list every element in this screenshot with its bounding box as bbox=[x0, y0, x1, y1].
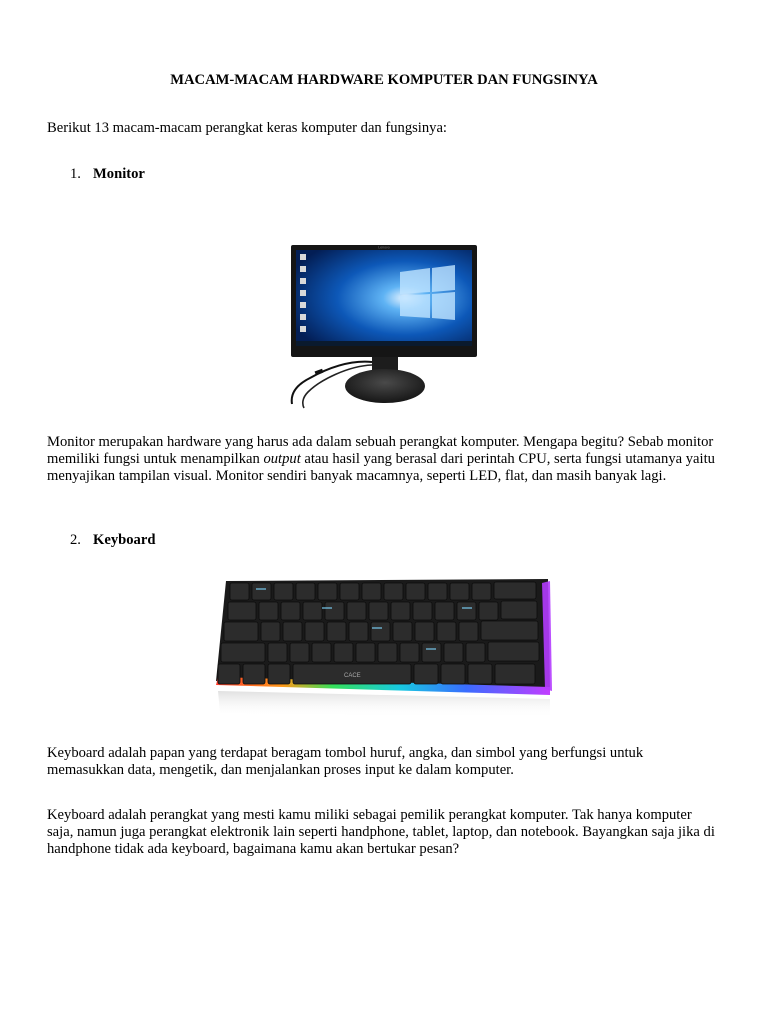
intro-text: Berikut 13 macam-macam perangkat keras komputer dan fungsinya: bbox=[47, 120, 447, 136]
monitor-text-a: Monitor merupakan hardware yang harus ada dalam sebuah perangkat komputer. Mengapa begitu? Sebab monitor memiliki fungsi untuk menampilkan bbox=[47, 434, 714, 467]
monitor-description bbox=[47, 434, 717, 485]
monitor-image bbox=[280, 210, 490, 410]
list-number: 1. bbox=[70, 166, 81, 182]
list-label: Monitor bbox=[93, 166, 145, 182]
monitor-text-italic: output bbox=[263, 451, 301, 467]
keyboard-image bbox=[212, 573, 557, 721]
monitor-brand: Lenovo bbox=[378, 245, 390, 250]
list-number: 2. bbox=[70, 532, 81, 548]
list-item-monitor bbox=[70, 166, 370, 183]
list-label: Keyboard bbox=[93, 532, 156, 548]
keyboard-brand: CACE bbox=[344, 673, 361, 679]
monitor-text-b: atau hasil yang berasal dari perintah CPU, serta fungsi utamanya yaitu menyajikan tampilan visual. Monitor sendiri banyak macamnya, seperti LED, flat, dan masih banyak lagi. bbox=[47, 451, 715, 484]
page-title: MACAM-MACAM HARDWARE KOMPUTER DAN FUNGSINYA bbox=[170, 72, 598, 88]
keyboard-description-2: Keyboard adalah perangkat yang mesti kamu miliki sebagai pemilik perangkat komputer. Tak hanya komputer saja, namun juga perangkat elektronik lain seperti handphone, tablet, laptop, dan notebook. Bayangkan saja jika di handphone tidak ada keyboard, bagaimana kamu akan bertukar pesan? bbox=[47, 807, 715, 857]
keyboard-description-1: Keyboard adalah papan yang terdapat beragam tombol huruf, angka, dan simbol yang berfungsi untuk memasukkan data, mengetik, dan menjalankan proses input ke dalam komputer. bbox=[47, 745, 644, 778]
list-item-keyboard bbox=[70, 532, 370, 549]
